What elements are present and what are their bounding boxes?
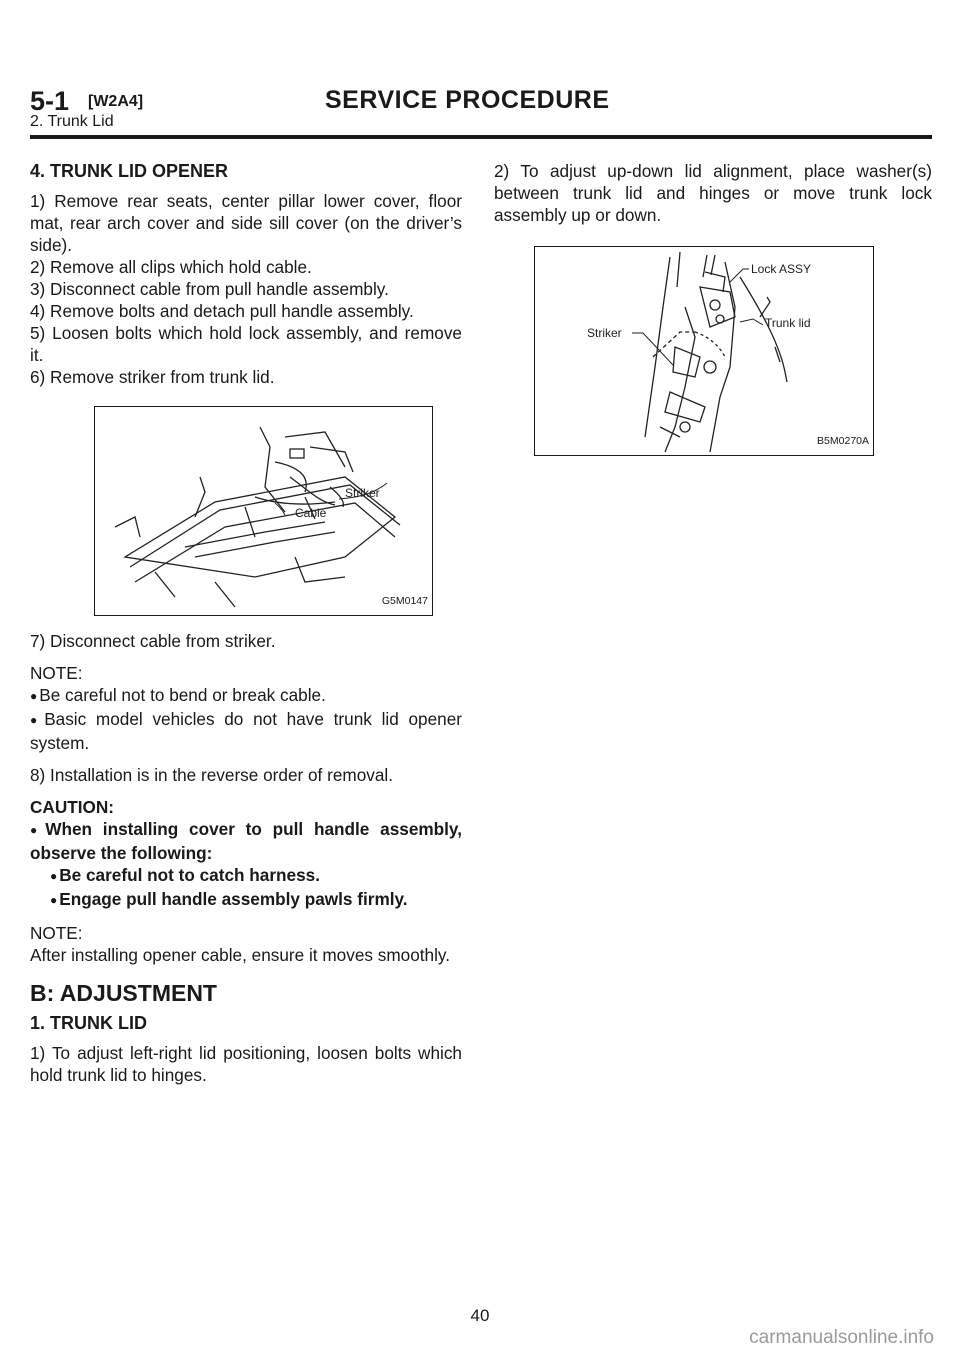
header-code: 5-1 (30, 86, 70, 116)
note-label: NOTE: (30, 663, 83, 683)
adjust-step-1: 1) To adjust left-right lid positioning, loosen bolts which hold trunk lid to hinges. (30, 1043, 462, 1085)
heading-trunk-lid: 1. TRUNK LID (30, 1013, 147, 1033)
step-3: 3) Disconnect cable from pull handle assembly. (30, 279, 389, 299)
step-1: 1) Remove rear seats, center pillar lower cover, floor mat, rear arch cover and side sill cover (on the driver’s side). (30, 191, 462, 255)
heading-trunk-lid-opener: 4. TRUNK LID OPENER (30, 161, 229, 181)
trunk-lock-illustration (535, 247, 873, 455)
floor-cable-illustration (95, 407, 432, 615)
caution-label: CAUTION: (30, 797, 115, 817)
header-subtitle: 2. Trunk Lid (30, 113, 114, 130)
note2-text: After installing opener cable, ensure it moves smoothly. (30, 945, 451, 965)
note-item-1: ● Be careful not to bend or break cable. (30, 684, 462, 708)
label-lock-assy: Lock ASSY (751, 262, 812, 276)
caution-main: ● When installing cover to pull handle assembly, observe the following: (30, 818, 462, 864)
header-ref: [W2A4] (88, 93, 144, 110)
caution-sub-2: ● Engage pull handle assembly pawls firmly. (30, 888, 462, 912)
label-striker: Striker (345, 486, 380, 500)
watermark: carmanualsonline.info (749, 1327, 934, 1348)
figure-code: G5M0147 (381, 595, 428, 607)
label-striker: Striker (587, 326, 622, 340)
figure-code: B5M0270A (817, 435, 869, 447)
step-6: 6) Remove striker from trunk lid. (30, 367, 275, 387)
header-rule (30, 135, 932, 139)
heading-adjustment: B: ADJUSTMENT (30, 980, 217, 1006)
label-cable: Cable (295, 506, 327, 520)
step-4: 4) Remove bolts and detach pull handle assembly. (30, 301, 414, 321)
step-7: 7) Disconnect cable from striker. (30, 631, 276, 651)
adjust-step-2: 2) To adjust up-down lid alignment, place washer(s) between trunk lid and hinges or move trunk lock assembly up or down. (494, 161, 932, 225)
step-8: 8) Installation is in the reverse order of removal. (30, 765, 394, 785)
step-2: 2) Remove all clips which hold cable. (30, 257, 312, 277)
header-title: SERVICE PROCEDURE (325, 86, 610, 114)
right-column (494, 143, 932, 456)
label-trunk-lid: Trunk lid (765, 316, 811, 330)
figure-g5m0147 (94, 406, 433, 616)
left-column (30, 143, 462, 1086)
note2-label: NOTE: (30, 923, 83, 943)
note-item-2: ● Basic model vehicles do not have trunk lid opener system. (30, 708, 462, 754)
caution-sub-1: ● Be careful not to catch harness. (30, 864, 462, 888)
step-5: 5) Loosen bolts which hold lock assembly, and remove it. (30, 323, 462, 365)
page-number: 40 (470, 1306, 490, 1325)
figure-b5m0270a (534, 246, 874, 456)
